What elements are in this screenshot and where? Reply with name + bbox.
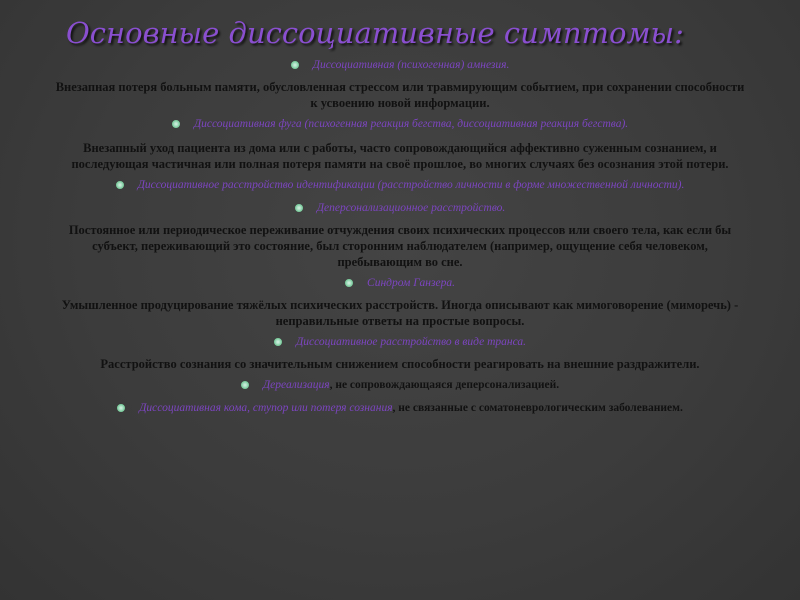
item-heading-depersonalization: [40, 201, 760, 216]
item-heading-text: Дереализация: [262, 379, 330, 391]
item-text-ganser: Умышленное продуцирование тяжёлых психических расстройств. Иногда описывают как мимоговорение (миморечь) - неправильные ответы на простые вопросы.: [61, 298, 739, 328]
item-heading-text: Диссоциативная кома, ступор или потеря сознания: [139, 402, 393, 414]
item-heading-text: Диссоциативное расстройство в виде транса.: [295, 336, 527, 348]
bullet-icon: [345, 279, 353, 287]
item-heading-text: Диссоциативная фуга (психогенная реакция бегства, диссоциативная реакция бегства).: [193, 118, 629, 130]
item-text-depersonalization: Постоянное или периодическое переживание отчуждения своих психических процессов или своего тела, как если бы субъект, переживающий это состояние, был сторонним наблюдателем (например, ощущение себя человеком, пребывающим во сне.: [68, 223, 732, 269]
item-heading-text: Синдром Ганзера.: [367, 277, 455, 289]
bullet-icon: [291, 61, 299, 69]
bullet-icon: [241, 381, 249, 389]
bullet-icon: [172, 120, 180, 128]
bullet-icon: [117, 404, 125, 412]
item-heading-coma: [40, 401, 760, 416]
slide-title: Основные диссоциативные симптомы:: [66, 16, 684, 50]
slide-content: [40, 58, 760, 416]
item-heading-trance: [40, 335, 760, 350]
item-heading-ganser: [40, 276, 760, 291]
item-heading-text: Деперсонализационное расстройство.: [316, 202, 506, 214]
item-text-trance: Расстройство сознания со значительным снижением способности реагировать на внешние раздражители.: [100, 357, 700, 371]
item-heading-text: Диссоциативное расстройство идентификации (расстройство личности в форме множественной личности).: [137, 179, 685, 191]
item-text-amnesia: Внезапная потеря больным памяти, обусловленная стрессом или травмирующим событием, при сохранении способности к усвоению новой информации.: [55, 80, 745, 110]
bullet-icon: [274, 338, 282, 346]
item-heading-identity: [40, 178, 760, 193]
item-heading-text: Диссоциативная (психогенная) амнезия.: [312, 59, 510, 71]
item-heading-fugue: [40, 117, 760, 132]
item-text-fugue: Внезапный уход пациента из дома или с работы, часто сопровождающийся аффективно суженным сознанием, и последующая частичная или полная потеря памяти на своё прошлое, во многих случаях без осознания этой потери.: [71, 141, 729, 171]
bullet-icon: [295, 204, 303, 212]
item-heading-derealization: [40, 378, 760, 393]
bullet-icon: [116, 181, 124, 189]
item-heading-suffix: , не связанные с соматоневрологическим заболеванием.: [392, 402, 683, 414]
item-heading-amnesia: [40, 58, 760, 73]
item-heading-suffix: , не сопровождающаяся деперсонализацией.: [329, 379, 560, 391]
